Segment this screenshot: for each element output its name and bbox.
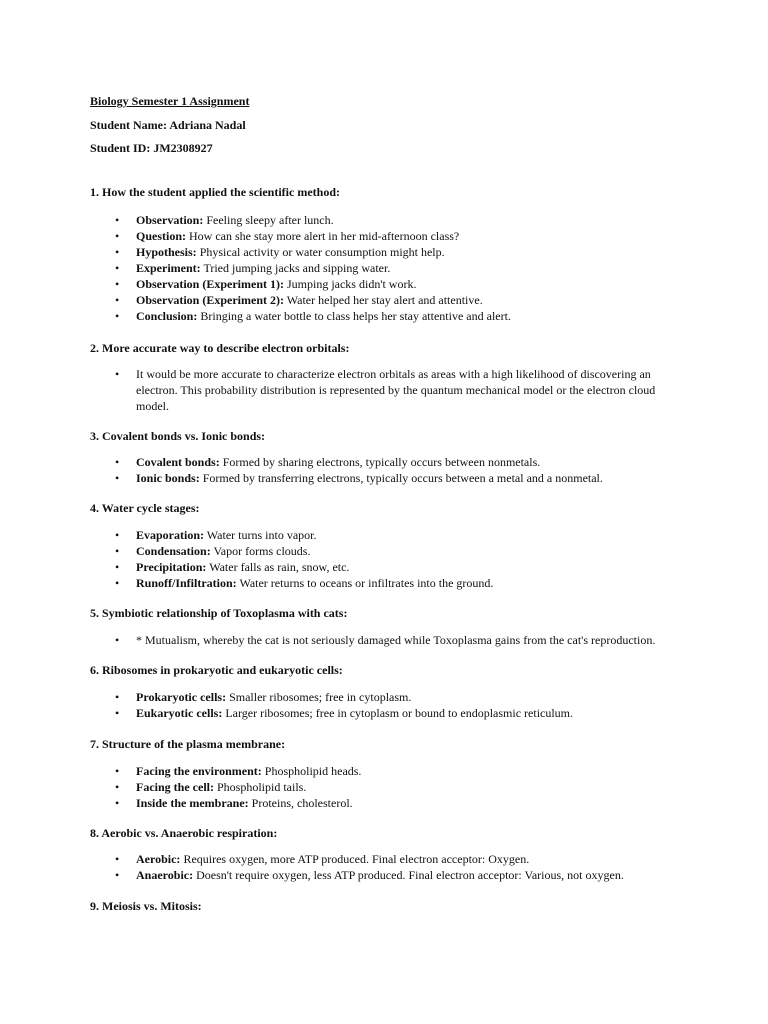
item-text: Phospholipid tails. bbox=[213, 780, 307, 794]
bullet-list bbox=[136, 763, 676, 811]
item-text: Requires oxygen, more ATP produced. Final electron acceptor: Oxygen. bbox=[180, 852, 530, 866]
student-name: Student Name: Adriana Nadal bbox=[90, 118, 246, 132]
section-heading: 4. Water cycle stages: bbox=[90, 501, 200, 515]
list-item bbox=[136, 454, 676, 470]
item-text: Smaller ribosomes; free in cytoplasm. bbox=[226, 690, 412, 704]
item-text: Formed by sharing electrons, typically occurs between nonmetals. bbox=[219, 455, 541, 469]
student-id: Student ID: JM2308927 bbox=[90, 141, 213, 155]
section-heading: 6. Ribosomes in prokaryotic and eukaryotic cells: bbox=[90, 663, 343, 677]
item-text: How can she stay more alert in her mid-afternoon class? bbox=[186, 229, 460, 243]
item-label: Runoff/Infiltration: bbox=[136, 576, 237, 590]
item-label: Observation (Experiment 2): bbox=[136, 293, 284, 307]
item-text: Vapor forms clouds. bbox=[210, 544, 311, 558]
list-item bbox=[136, 632, 676, 648]
list-item bbox=[136, 867, 676, 883]
item-text: Jumping jacks didn't work. bbox=[283, 277, 417, 291]
item-label: Observation: bbox=[136, 213, 204, 227]
list-item bbox=[136, 308, 676, 324]
item-text: Feeling sleepy after lunch. bbox=[203, 213, 334, 227]
list-item bbox=[136, 543, 676, 559]
list-item bbox=[136, 470, 676, 486]
item-label: Condensation: bbox=[136, 544, 211, 558]
section-heading: 2. More accurate way to describe electron orbitals: bbox=[90, 341, 350, 355]
list-item bbox=[136, 527, 676, 543]
section-heading: 1. How the student applied the scientific method: bbox=[90, 185, 340, 199]
list-item bbox=[136, 575, 676, 591]
item-text: It would be more accurate to characterize electron orbitals as areas with a high likelihood of discovering an electron. This probability distribution is represented by the quantum mechanical model or the electron cloud model. bbox=[136, 367, 656, 413]
item-label: Covalent bonds: bbox=[136, 455, 220, 469]
section-heading: 3. Covalent bonds vs. Ionic bonds: bbox=[90, 429, 266, 443]
list-item bbox=[136, 228, 676, 244]
bullet-list bbox=[136, 366, 661, 414]
item-text: Bringing a water bottle to class helps her stay attentive and alert. bbox=[197, 309, 511, 323]
list-item bbox=[136, 705, 676, 721]
item-label: Observation (Experiment 1): bbox=[136, 277, 284, 291]
list-item bbox=[136, 276, 676, 292]
item-text: Water returns to oceans or infiltrates into the ground. bbox=[236, 576, 494, 590]
item-label: Facing the cell: bbox=[136, 780, 214, 794]
item-text: Water helped her stay alert and attentive. bbox=[283, 293, 483, 307]
item-label: Precipitation: bbox=[136, 560, 207, 574]
list-item bbox=[136, 689, 676, 705]
section-heading: 7. Structure of the plasma membrane: bbox=[90, 737, 286, 751]
bullet-list bbox=[136, 632, 676, 648]
item-label: Eukaryotic cells: bbox=[136, 706, 223, 720]
item-text: * Mutualism, whereby the cat is not seriously damaged while Toxoplasma gains from the cat's reproduction. bbox=[136, 633, 656, 647]
item-label: Question: bbox=[136, 229, 187, 243]
bullet-list bbox=[136, 527, 676, 591]
item-label: Ionic bonds: bbox=[136, 471, 200, 485]
item-text: Formed by transferring electrons, typically occurs between a metal and a nonmetal. bbox=[199, 471, 603, 485]
item-text: Water turns into vapor. bbox=[204, 528, 317, 542]
list-item bbox=[136, 260, 676, 276]
item-text: Tried jumping jacks and sipping water. bbox=[200, 261, 391, 275]
item-label: Facing the environment: bbox=[136, 764, 262, 778]
item-text: Water falls as rain, snow, etc. bbox=[206, 560, 350, 574]
list-item bbox=[136, 779, 676, 795]
item-text: Proteins, cholesterol. bbox=[248, 796, 353, 810]
list-item bbox=[136, 244, 676, 260]
section-heading: 5. Symbiotic relationship of Toxoplasma with cats: bbox=[90, 606, 348, 620]
bullet-list bbox=[136, 689, 676, 721]
bullet-list bbox=[136, 851, 676, 883]
bullet-list bbox=[136, 212, 676, 324]
section-heading: 9. Meiosis vs. Mitosis: bbox=[90, 899, 202, 913]
item-text: Doesn't require oxygen, less ATP produced. Final electron acceptor: Various, not oxygen. bbox=[193, 868, 624, 882]
list-item bbox=[136, 292, 676, 308]
item-label: Conclusion: bbox=[136, 309, 198, 323]
item-label: Aerobic: bbox=[136, 852, 181, 866]
list-item bbox=[136, 795, 676, 811]
list-item bbox=[136, 763, 676, 779]
document-title: Biology Semester 1 Assignment bbox=[90, 94, 250, 108]
bullet-list bbox=[136, 454, 676, 486]
list-item bbox=[136, 212, 676, 228]
list-item bbox=[136, 559, 676, 575]
list-item bbox=[136, 851, 676, 867]
item-label: Hypothesis: bbox=[136, 245, 197, 259]
item-label: Experiment: bbox=[136, 261, 201, 275]
item-label: Anaerobic: bbox=[136, 868, 194, 882]
item-label: Inside the membrane: bbox=[136, 796, 249, 810]
list-item bbox=[136, 366, 661, 414]
item-label: Prokaryotic cells: bbox=[136, 690, 227, 704]
item-label: Evaporation: bbox=[136, 528, 205, 542]
item-text: Larger ribosomes; free in cytoplasm or bound to endoplasmic reticulum. bbox=[222, 706, 574, 720]
section-heading: 8. Aerobic vs. Anaerobic respiration: bbox=[90, 826, 278, 840]
item-text: Phospholipid heads. bbox=[261, 764, 362, 778]
item-text: Physical activity or water consumption might help. bbox=[196, 245, 445, 259]
